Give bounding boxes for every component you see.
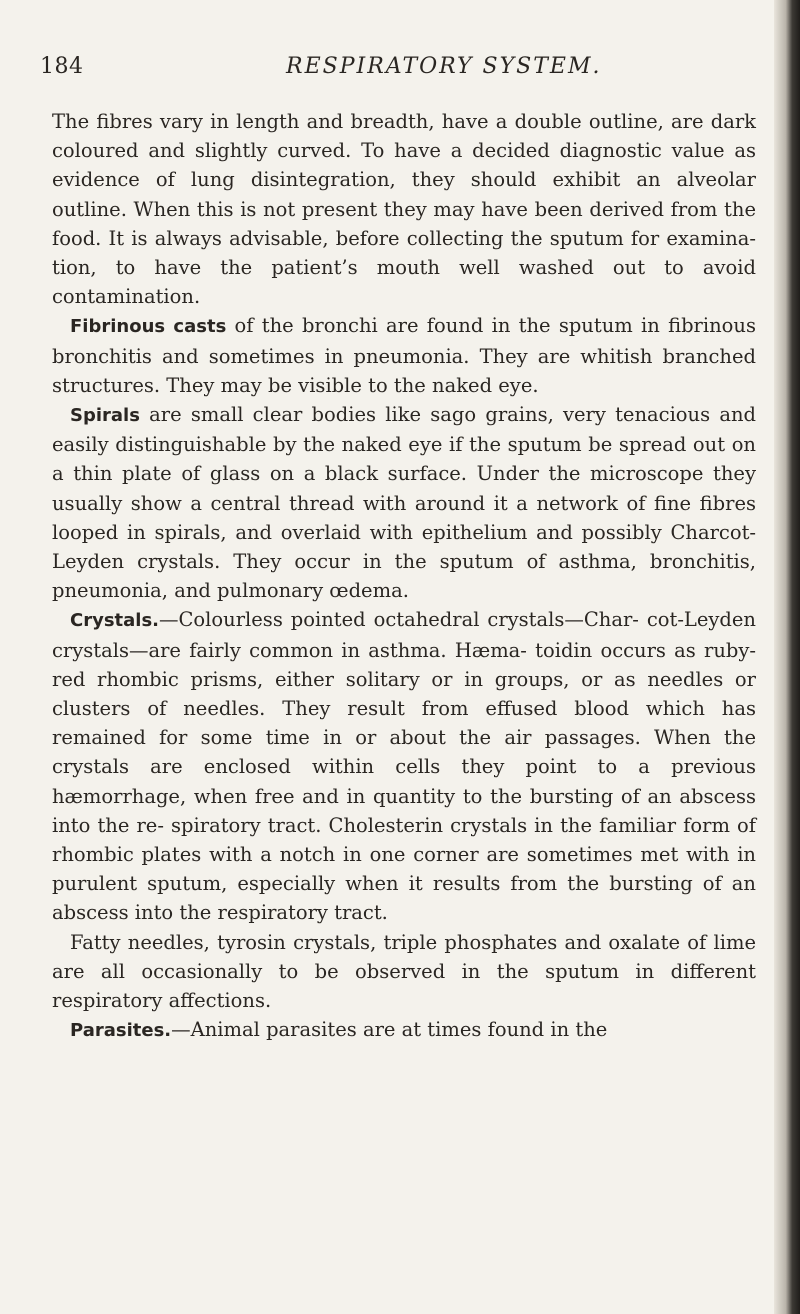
run-in-heading: Spirals bbox=[70, 405, 140, 427]
paragraph-fatty-needles bbox=[52, 928, 756, 1016]
run-in-heading: Fibrinous casts bbox=[70, 316, 227, 338]
paragraph-crystals bbox=[52, 605, 756, 927]
paragraph-text: of the bronchi are found in the sputum in fibrinous bronchitis and sometimes in pneumonia. They are whitish branched structures. They may be visible to the naked eye. bbox=[52, 314, 756, 397]
run-in-heading: Parasites. bbox=[70, 1020, 172, 1042]
paragraph-text: The fibres vary in length and breadth, have a double outline, are dark coloured and slightly curved. To have a decided diagnostic value as evidence of lung disintegration, they should exhibit an alveolar outline. When this is not present they may have been derived from the food. It is always advisable, before collecting the sputum for examina- tion, to have the patient’s mouth well washed out to avoid contamination. bbox=[52, 110, 756, 309]
paragraph-text: are small clear bodies like sago grains, very tenacious and easily distinguishable by the naked eye if the sputum be spread out on a thin plate of glass on a black surface. Under the microscope they usually show a central thread with around it a network of fine fibres looped in spirals, and overlaid with epithelium and possibly Charcot- Leyden crystals. They occur in the sputum of asthma, bronchitis, pneumonia, and pulmonary œdema. bbox=[52, 403, 756, 603]
paragraph-fibrinous-casts bbox=[52, 311, 756, 400]
paragraph-fibres bbox=[52, 107, 756, 311]
page-header bbox=[36, 54, 756, 84]
paragraph-text: Fatty needles, tyrosin crystals, triple phosphates and oxalate of lime are all occasionally to be observed in the sputum in different respiratory affections. bbox=[52, 930, 756, 1013]
paragraph-text: —Colourless pointed octahedral crystals—Char- cot-Leyden crystals—are fairly common in asthma. Hæma- toidin occurs as ruby-red rhombic prisms, either solitary or in groups, or as needles or clusters of needles. They result from effused blood which has remained for some time in or about the air passages. When the crystals are enclosed within cells they point to a previous hæmorrhage, when free and in quantity to the bursting of an abscess into the re- spiratory tract. Cholesterin crystals in the familiar form of rhombic plates with a notch in one corner are sometimes met with in purulent sputum, especially when it results from the bursting of an abscess into the respiratory tract. bbox=[52, 608, 756, 925]
running-head: RESPIRATORY SYSTEM. bbox=[286, 54, 602, 79]
run-in-heading: Crystals. bbox=[70, 610, 160, 632]
paragraph-text: —Animal parasites are at times found in the bbox=[171, 1018, 608, 1042]
paragraph-spirals bbox=[52, 400, 756, 605]
paragraph-parasites bbox=[52, 1015, 756, 1045]
body-text bbox=[52, 107, 756, 1046]
page-edge-shadow bbox=[774, 0, 800, 1314]
page-number: 184 bbox=[40, 54, 84, 79]
